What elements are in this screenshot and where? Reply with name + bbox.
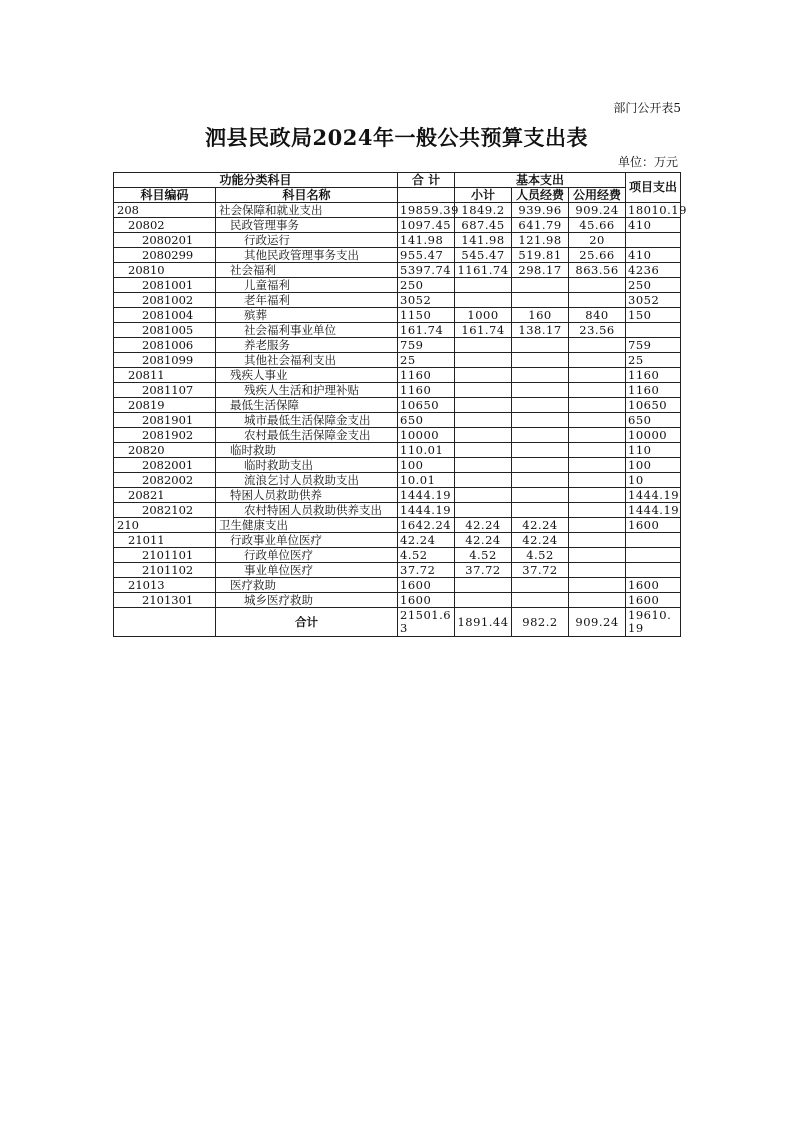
table-header <box>114 173 681 203</box>
cell-total: 4.52 <box>398 548 455 563</box>
cell-public <box>569 413 626 428</box>
cell-total: 25 <box>398 353 455 368</box>
header-code: 科目编码 <box>114 188 216 203</box>
cell-public: 23.56 <box>569 323 626 338</box>
table-row <box>114 353 681 368</box>
cell-total: 141.98 <box>398 233 455 248</box>
cell-public <box>569 488 626 503</box>
cell-personnel <box>512 278 569 293</box>
cell-personnel: 121.98 <box>512 233 569 248</box>
cell-code: 2081004 <box>114 308 216 323</box>
table-row <box>114 548 681 563</box>
table-row <box>114 383 681 398</box>
cell-project: 1444.19 <box>626 503 681 518</box>
cell-code: 2082001 <box>114 458 216 473</box>
cell-project: 1444.19 <box>626 488 681 503</box>
cell-code: 2080299 <box>114 248 216 263</box>
cell-code: 20820 <box>114 443 216 458</box>
cell-code: 2081006 <box>114 338 216 353</box>
total-code-cell <box>114 608 216 637</box>
cell-public: 20 <box>569 233 626 248</box>
header-project: 项目支出 <box>626 173 681 203</box>
cell-project: 150 <box>626 308 681 323</box>
cell-name: 农村特困人员救助供养支出 <box>216 503 398 518</box>
cell-name: 城乡医疗救助 <box>216 593 398 608</box>
cell-public: 863.56 <box>569 263 626 278</box>
cell-code: 208 <box>114 203 216 218</box>
cell-total: 1150 <box>398 308 455 323</box>
cell-code: 2101102 <box>114 563 216 578</box>
cell-code: 20819 <box>114 398 216 413</box>
cell-code: 2081001 <box>114 278 216 293</box>
cell-name: 其他社会福利支出 <box>216 353 398 368</box>
cell-total: 10000 <box>398 428 455 443</box>
total-label: 合计 <box>216 608 398 637</box>
table-row <box>114 218 681 233</box>
cell-personnel: 138.17 <box>512 323 569 338</box>
cell-code: 210 <box>114 518 216 533</box>
cell-total: 955.47 <box>398 248 455 263</box>
cell-subtotal <box>455 278 512 293</box>
cell-public <box>569 473 626 488</box>
table-row <box>114 263 681 278</box>
total-personnel: 982.2 <box>512 608 569 637</box>
cell-total: 1444.19 <box>398 503 455 518</box>
total-row <box>114 608 681 637</box>
cell-code: 2082102 <box>114 503 216 518</box>
cell-public <box>569 578 626 593</box>
cell-code: 20821 <box>114 488 216 503</box>
cell-project: 100 <box>626 458 681 473</box>
cell-public <box>569 518 626 533</box>
total-subtotal: 1891.44 <box>455 608 512 637</box>
cell-subtotal: 1849.2 <box>455 203 512 218</box>
cell-subtotal: 687.45 <box>455 218 512 233</box>
cell-name: 社会福利事业单位 <box>216 323 398 338</box>
table-row <box>114 308 681 323</box>
cell-name: 流浪乞讨人员救助支出 <box>216 473 398 488</box>
cell-public: 45.66 <box>569 218 626 233</box>
table-body <box>114 202 687 608</box>
cell-public <box>569 368 626 383</box>
cell-project: 759 <box>626 338 681 353</box>
cell-subtotal: 141.98 <box>455 233 512 248</box>
table-row <box>114 368 681 383</box>
table-row <box>114 323 681 338</box>
cell-name: 城市最低生活保障金支出 <box>216 413 398 428</box>
table-row <box>114 293 681 308</box>
cell-subtotal <box>455 473 512 488</box>
cell-project: 25 <box>626 353 681 368</box>
cell-subtotal: 37.72 <box>455 563 512 578</box>
cell-subtotal <box>455 383 512 398</box>
cell-subtotal: 545.47 <box>455 248 512 263</box>
cell-subtotal <box>455 428 512 443</box>
cell-total: 650 <box>398 413 455 428</box>
cell-personnel <box>512 488 569 503</box>
cell-total: 759 <box>398 338 455 353</box>
cell-code: 20802 <box>114 218 216 233</box>
cell-total: 42.24 <box>398 533 455 548</box>
cell-total: 10650 <box>398 398 455 413</box>
cell-public <box>569 428 626 443</box>
cell-project <box>626 548 681 563</box>
cell-name: 残疾人生活和护理补贴 <box>216 383 398 398</box>
table-row <box>114 518 681 533</box>
cell-public <box>569 548 626 563</box>
cell-total: 1097.45 <box>398 218 455 233</box>
cell-subtotal: 1161.74 <box>455 263 512 278</box>
cell-public: 840 <box>569 308 626 323</box>
document-label: 部门公开表5 <box>613 101 681 115</box>
cell-public <box>569 353 626 368</box>
cell-name: 医疗救助 <box>216 578 398 593</box>
cell-project <box>626 323 681 338</box>
header-name: 科目名称 <box>216 188 398 203</box>
cell-personnel <box>512 593 569 608</box>
cell-subtotal <box>455 458 512 473</box>
cell-personnel <box>512 338 569 353</box>
cell-project <box>626 233 681 248</box>
cell-subtotal: 42.24 <box>455 533 512 548</box>
cell-code: 2081107 <box>114 383 216 398</box>
table-row <box>114 488 681 503</box>
cell-public <box>569 593 626 608</box>
total-public: 909.24 <box>569 608 626 637</box>
cell-name: 其他民政管理事务支出 <box>216 248 398 263</box>
cell-name: 养老服务 <box>216 338 398 353</box>
cell-personnel <box>512 428 569 443</box>
cell-code: 20810 <box>114 263 216 278</box>
cell-personnel <box>512 353 569 368</box>
cell-project: 410 <box>626 218 681 233</box>
cell-subtotal <box>455 578 512 593</box>
cell-project: 10000 <box>626 428 681 443</box>
cell-project: 4236 <box>626 263 681 278</box>
cell-subtotal: 42.24 <box>455 518 512 533</box>
cell-name: 事业单位医疗 <box>216 563 398 578</box>
unit-label: 单位：万元 <box>617 155 678 169</box>
table-row <box>114 458 681 473</box>
cell-name: 农村最低生活保障金支出 <box>216 428 398 443</box>
cell-subtotal <box>455 293 512 308</box>
header-subtotal: 小计 <box>455 188 512 203</box>
cell-personnel <box>512 443 569 458</box>
cell-personnel <box>512 458 569 473</box>
table-row <box>114 563 681 578</box>
table-row <box>114 278 681 293</box>
cell-code: 2101101 <box>114 548 216 563</box>
cell-project: 10 <box>626 473 681 488</box>
cell-name: 临时救助支出 <box>216 458 398 473</box>
cell-subtotal: 4.52 <box>455 548 512 563</box>
cell-name: 社会福利 <box>216 263 398 278</box>
cell-total: 1444.19 <box>398 488 455 503</box>
cell-code: 21011 <box>114 533 216 548</box>
header-personnel: 人员经费 <box>512 188 569 203</box>
cell-personnel: 4.52 <box>512 548 569 563</box>
cell-project <box>626 533 681 548</box>
cell-public <box>569 458 626 473</box>
cell-personnel: 42.24 <box>512 518 569 533</box>
header-total-lower <box>398 188 455 203</box>
cell-personnel: 939.96 <box>512 203 569 218</box>
cell-personnel <box>512 383 569 398</box>
cell-personnel: 160 <box>512 308 569 323</box>
cell-name: 行政运行 <box>216 233 398 248</box>
cell-personnel <box>512 578 569 593</box>
cell-project: 3052 <box>626 293 681 308</box>
cell-name: 最低生活保障 <box>216 398 398 413</box>
cell-personnel <box>512 413 569 428</box>
cell-total: 161.74 <box>398 323 455 338</box>
table-row <box>114 338 681 353</box>
cell-public <box>569 398 626 413</box>
cell-subtotal <box>455 338 512 353</box>
cell-code: 20811 <box>114 368 216 383</box>
cell-project: 1160 <box>626 368 681 383</box>
cell-total: 1600 <box>398 578 455 593</box>
cell-project: 1600 <box>626 518 681 533</box>
cell-public: 909.24 <box>569 203 626 218</box>
cell-project <box>626 563 681 578</box>
cell-total: 1642.24 <box>398 518 455 533</box>
cell-personnel: 519.81 <box>512 248 569 263</box>
cell-personnel: 641.79 <box>512 218 569 233</box>
total-amount: 21501.63 <box>398 608 455 637</box>
cell-name: 殡葬 <box>216 308 398 323</box>
cell-code: 21013 <box>114 578 216 593</box>
cell-subtotal <box>455 503 512 518</box>
cell-total: 37.72 <box>398 563 455 578</box>
page-title: 泗县民政局2024年一般公共预算支出表 <box>205 125 588 150</box>
cell-name: 临时救助 <box>216 443 398 458</box>
table-row <box>114 578 681 593</box>
cell-personnel <box>512 473 569 488</box>
cell-personnel <box>512 398 569 413</box>
cell-public <box>569 293 626 308</box>
cell-project: 1600 <box>626 593 681 608</box>
table-row <box>114 593 681 608</box>
cell-code: 2081099 <box>114 353 216 368</box>
cell-total: 100 <box>398 458 455 473</box>
cell-personnel: 37.72 <box>512 563 569 578</box>
cell-code: 2081901 <box>114 413 216 428</box>
cell-public: 25.66 <box>569 248 626 263</box>
cell-subtotal: 1000 <box>455 308 512 323</box>
cell-public <box>569 533 626 548</box>
budget-table <box>113 172 687 637</box>
cell-total: 5397.74 <box>398 263 455 278</box>
header-total: 合 计 <box>398 173 455 188</box>
cell-total: 1160 <box>398 368 455 383</box>
cell-name: 行政单位医疗 <box>216 548 398 563</box>
cell-name: 老年福利 <box>216 293 398 308</box>
cell-code: 2081005 <box>114 323 216 338</box>
cell-personnel <box>512 503 569 518</box>
cell-subtotal <box>455 443 512 458</box>
header-func-class: 功能分类科目 <box>114 173 398 188</box>
cell-code: 2081002 <box>114 293 216 308</box>
cell-personnel <box>512 293 569 308</box>
table-row <box>114 533 681 548</box>
cell-personnel: 298.17 <box>512 263 569 278</box>
cell-total: 1600 <box>398 593 455 608</box>
cell-public <box>569 383 626 398</box>
cell-code: 2082002 <box>114 473 216 488</box>
cell-subtotal <box>455 488 512 503</box>
cell-code: 2101301 <box>114 593 216 608</box>
cell-project: 1600 <box>626 578 681 593</box>
cell-subtotal <box>455 413 512 428</box>
cell-total: 19859.39 <box>398 203 455 218</box>
cell-total: 250 <box>398 278 455 293</box>
cell-total: 3052 <box>398 293 455 308</box>
cell-total: 1160 <box>398 383 455 398</box>
cell-project: 10650 <box>626 398 681 413</box>
table-row <box>114 473 681 488</box>
cell-project: 650 <box>626 413 681 428</box>
cell-subtotal <box>455 353 512 368</box>
table-row <box>114 443 681 458</box>
table-row <box>114 203 681 218</box>
cell-name: 民政管理事务 <box>216 218 398 233</box>
cell-project: 1160 <box>626 383 681 398</box>
header-public: 公用经费 <box>569 188 626 203</box>
cell-public <box>569 503 626 518</box>
cell-public <box>569 563 626 578</box>
table-row <box>114 413 681 428</box>
cell-subtotal <box>455 368 512 383</box>
cell-name: 社会保障和就业支出 <box>216 203 398 218</box>
table-row <box>114 428 681 443</box>
cell-total: 10.01 <box>398 473 455 488</box>
cell-project: 410 <box>626 248 681 263</box>
total-project: 19610.19 <box>626 608 681 637</box>
cell-total: 110.01 <box>398 443 455 458</box>
cell-personnel: 42.24 <box>512 533 569 548</box>
cell-subtotal <box>455 593 512 608</box>
cell-public <box>569 443 626 458</box>
cell-public <box>569 338 626 353</box>
cell-name: 残疾人事业 <box>216 368 398 383</box>
cell-code: 2081902 <box>114 428 216 443</box>
table-row <box>114 248 681 263</box>
cell-name: 儿童福利 <box>216 278 398 293</box>
cell-project: 18010.19 <box>626 203 681 218</box>
cell-subtotal <box>455 398 512 413</box>
cell-name: 特困人员救助供养 <box>216 488 398 503</box>
cell-name: 行政事业单位医疗 <box>216 533 398 548</box>
table-row <box>114 233 681 248</box>
table-row <box>114 398 681 413</box>
cell-project: 250 <box>626 278 681 293</box>
table-row <box>114 503 681 518</box>
cell-code: 2080201 <box>114 233 216 248</box>
cell-public <box>569 278 626 293</box>
cell-name: 卫生健康支出 <box>216 518 398 533</box>
cell-personnel <box>512 368 569 383</box>
cell-subtotal: 161.74 <box>455 323 512 338</box>
header-basic: 基本支出 <box>455 173 626 188</box>
cell-project: 110 <box>626 443 681 458</box>
